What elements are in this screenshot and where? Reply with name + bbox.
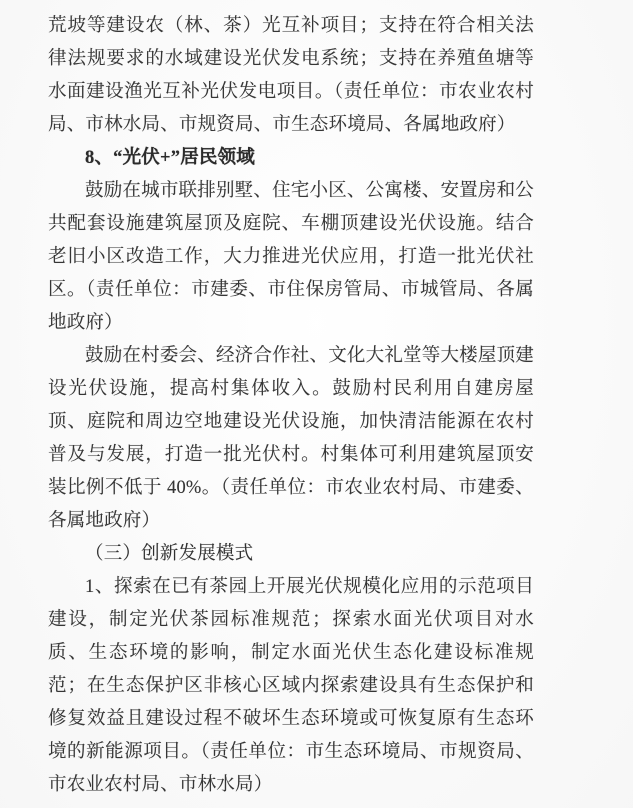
subsection-heading-innovation-models: （三）创新发展模式 — [85, 544, 254, 564]
body-paragraph-innovation-pilot-projects: 1、探索在已有茶园上开展光伏规模化应用的示范项目建设，制定光伏茶园标准规范；探索水面光伏项目对水质、生态环境的影响，制定水面光伏生态化建设标准规范；在生态保护区非核心区域内探索建设具有生态保护和修复效益且建设过程不破坏生态环境或可恢复原有生态环境的新能源项目。（责任单位：市生态环境局、市规资局、市农业农村局、市林水局） — [48, 577, 534, 795]
body-paragraph-agrivoltaics-continuation: 荒坡等建设农（林、茶）光互补项目；支持在符合相关法律法规要求的水域建设光伏发电系统；支持在养殖鱼塘等水面建设渔光互补光伏发电项目。（责任单位：市农业农村局、市林水局、市规资局、市生态环境局、各属地政府） — [48, 16, 534, 135]
body-paragraph-rural-village-pv: 鼓励在村委会、经济合作社、文化大礼堂等大楼屋顶建设光伏设施，提高村集体收入。鼓励村民利用自建房屋顶、庭院和周边空地建设光伏设施，加快清洁能源在农村普及与发展，打造一批光伏村。村集体可利用建筑屋顶安装比例不低于 40%。（责任单位：市农业农村局、市建委、各属地政府） — [48, 346, 534, 531]
section-heading-pv-plus-residential: 8、“光伏+”居民领域 — [85, 148, 255, 168]
body-paragraph-urban-residential-pv: 鼓励在城市联排别墅、住宅小区、公寓楼、安置房和公共配套设施建筑屋顶及庭院、车棚顶建设光伏设施。结合老旧小区改造工作，大力推进光伏应用，打造一批光伏社区。（责任单位：市建委、市住保房管局、市城管局、各属地政府） — [48, 181, 534, 333]
